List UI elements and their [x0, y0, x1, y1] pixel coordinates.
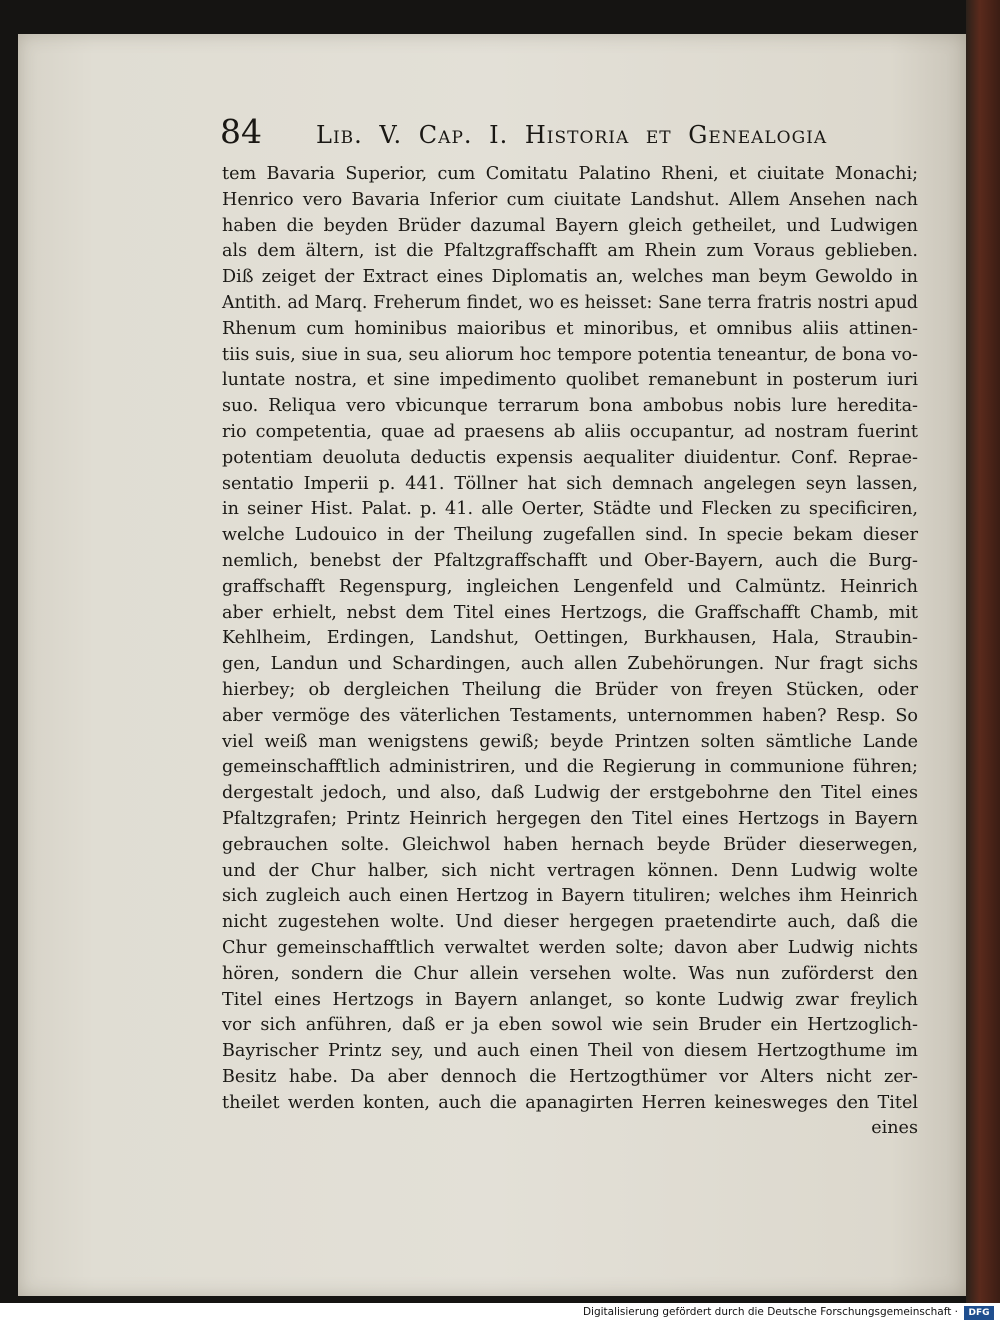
body-text — [222, 162, 918, 1142]
text-line: vor sich anführen, daß er ja eben sowol wie sein Bruder ein Hertzoglich- — [222, 1015, 918, 1036]
running-head-title: Lib. V. Cap. I. Historia et Genealogia — [316, 121, 828, 149]
text-line: haben die beyden Brüder dazumal Bayern gleich getheilet, und Ludwigen — [222, 215, 918, 236]
text-line: gen, Landun und Schardingen, auch allen Zubehörungen. Nur fragt sichs — [222, 654, 918, 675]
text-line: sich zugleich auch einen Hertzog in Bayern tituliren; welches ihm Heinrich — [222, 886, 918, 907]
text-line: nicht zugestehen wolte. Und dieser hergegen praetendirte auch, daß die — [222, 912, 918, 933]
text-line: Titel eines Hertzogs in Bayern anlanget, so konte Ludwig zwar freylich — [222, 989, 918, 1010]
footer-credit: Digitalisierung gefördert durch die Deutsche Forschungsgemeinschaft · — [582, 1306, 958, 1318]
dfg-logo: DFG — [964, 1306, 994, 1320]
text-line: Rhenum cum hominibus maioribus et minoribus, et omnibus aliis attinen- — [222, 318, 918, 339]
page-number: 84 — [220, 112, 262, 151]
text-line: Bayrischer Printz sey, und auch einen Theil von diesem Hertzogthume im — [222, 1041, 918, 1062]
book-binding-edge — [966, 0, 1000, 1303]
text-line: gemeinschafftlich administriren, und die Regierung in communione führen; — [222, 757, 918, 778]
running-head — [220, 112, 920, 152]
text-line: Besitz habe. Da aber dennoch die Hertzogthümer vor Alters nicht zer- — [222, 1066, 918, 1087]
catchword: eines — [871, 1118, 918, 1139]
text-line: aber erhielt, nebst dem Titel eines Hertzogs, die Graffschafft Chamb, mit — [222, 602, 918, 623]
text-line: dergestalt jedoch, und also, daß Ludwig der erstgebohrne den Titel eines — [222, 783, 918, 804]
text-line: welche Ludouico in der Theilung zugefallen sind. In specie bekam dieser — [222, 525, 918, 546]
digitization-footer — [0, 1303, 1000, 1323]
text-line: Antith. ad Marq. Freherum findet, wo es heisset: Sane terra fratris nostri apud — [222, 292, 918, 313]
text-line: rio competentia, quae ad praesens ab aliis occupantur, ad nostram fuerint — [222, 421, 918, 442]
text-line: in seiner Hist. Palat. p. 41. alle Oerter, Städte und Flecken zu specificiren, — [222, 499, 918, 520]
text-line: graffschafft Regenspurg, ingleichen Lengenfeld und Calmüntz. Heinrich — [222, 576, 918, 597]
text-line: Henrico vero Bavaria Inferior cum ciuitate Landshut. Allem Ansehen nach — [222, 189, 918, 210]
text-line: aber vermöge des väterlichen Testaments, unternommen haben? Resp. So — [222, 705, 918, 726]
text-line: theilet werden konten, auch die apanagirten Herren keinesweges den Titel — [222, 1092, 918, 1113]
text-line: und der Chur halber, sich nicht vertragen können. Denn Ludwig wolte — [222, 860, 918, 881]
text-line: als dem ältern, ist die Pfaltzgraffschafft am Rhein zum Voraus geblieben. — [222, 241, 918, 262]
text-line: tiis suis, siue in sua, seu aliorum hoc tempore potentia teneantur, de bona vo- — [222, 344, 918, 365]
text-line: hören, sondern die Chur allein versehen wolte. Was nun zuförderst den — [222, 963, 918, 984]
text-line: tem Bavaria Superior, cum Comitatu Palatino Rheni, et ciuitate Monachi; — [222, 164, 918, 184]
text-line: potentiam deuoluta deductis expensis aequaliter diuidentur. Conf. Reprae- — [222, 447, 918, 468]
text-line: nemlich, benebst der Pfaltzgraffschafft und Ober-Bayern, auch die Burg- — [222, 550, 918, 571]
text-line: sentatio Imperii p. 441. Töllner hat sich demnach angelegen seyn lassen, — [222, 473, 918, 494]
text-line: suo. Reliqua vero vbicunque terrarum bona ambobus nobis lure heredita- — [222, 396, 918, 417]
text-line: Chur gemeinschafftlich verwaltet werden solte; davon aber Ludwig nichts — [222, 937, 918, 958]
text-line: viel weiß man wenigstens gewiß; beyde Printzen solten sämtliche Lande — [222, 731, 918, 752]
text-line: luntate nostra, et sine impedimento quolibet remanebunt in posterum iuri — [222, 370, 918, 391]
text-line: Kehlheim, Erdingen, Landshut, Oettingen, Burkhausen, Hala, Straubin- — [222, 628, 918, 649]
text-line: gebrauchen solte. Gleichwol haben hernach beyde Brüder dieserwegen, — [222, 834, 918, 855]
text-line: Pfaltzgrafen; Printz Heinrich hergegen den Titel eines Hertzogs in Bayern — [222, 808, 918, 829]
text-line: hierbey; ob dergleichen Theilung die Brüder von freyen Stücken, oder — [222, 679, 918, 700]
text-line: Diß zeiget der Extract eines Diplomatis an, welches man beym Gewoldo in — [222, 267, 918, 288]
